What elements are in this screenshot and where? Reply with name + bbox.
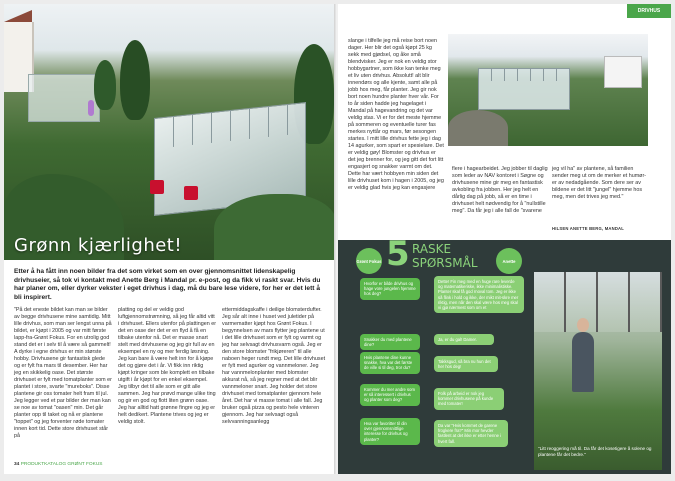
- question-bubble: Snakker du med plantene dine?: [360, 334, 420, 350]
- shrub-shape: [214, 194, 336, 260]
- right-page: [338, 4, 671, 474]
- answer-bubble: Takksgud, så bra nu hun det her hos deg!: [434, 356, 498, 372]
- article-intro: Etter å ha fått inn noen bilder fra det som virket som en over gjennomsnittet lidenskapelig drivhuseier, så tok vi kontakt med Anette Berg i Mandal pr. e-post, og da fikk vi raskt svar. Hvis du har planer om, eller dyrker vekster i eget drivhus i dag, må du bare lese videre, for her er det lett å bli inspirert.: [14, 268, 321, 301]
- answer-bubble: Dette! Fin meg med en huge rare leverde og matematikeriske, ikke minimalistiske. Planter skal få god rnoval tom. Jeg er ikke så flink i hold og ikke, der mikt mit-skre mer riktig, men når den skal være hos meg skal vi gjø nærmest som om et: [434, 276, 524, 313]
- author-credit: HILSEN ANETTE BERG, MANDAL: [552, 226, 625, 231]
- question-bubble: Hva var favoritter til din over gjennomsnittlige interesse for drivhus og planter?: [360, 418, 420, 445]
- chair-shape: [150, 180, 164, 194]
- right-column-2: flere i hagearbeidet. Jeg jobber til daglig som leder av NAV kontoret i Søgne og drivhusene mine gir meg en fantastisk avkobling fra jobben. Her jeg helt en dårlig dag på jobb, så er en time i drivhuset helt nødvendig for å "nullstille meg". Da får jeg i alle fall de "svarene: [452, 166, 548, 214]
- body-column-2: platting og del er veldig god luftgjennomstrømning, så jeg får altid vitt i drivhuset. Ellers utenfor på plattingen er det en oase der det er en flyd å få en tilbake utenfor nå. Det er masse snart stelt med drivhusene og jeg gir full av en eksempel en ny og mer ferdig løsning. Jeg kan bare å være helt inn for å kjøpe det og gjøre det i år. Vi fikk inn riktig kjøpt kringer som ble komplett en tilbake utgift i år kjøpt for en enkel eksempel. Jeg tilbyr det til alle som er gitt alle sammen. Jeg har prøvd mange ulike ting og gir en god og flott liten grønn oase. Jeg har alltid hatt grønne fingre og jeg er helt dedikert. Plantene trives og jeg er veldig stolt.: [118, 307, 216, 425]
- footer-publication: PRODUKTKATALOG GRØNT FOKUS: [20, 462, 103, 467]
- qa-title-line2: SPØRSMÅL: [412, 256, 478, 270]
- qa-title-line1: RASKE: [412, 242, 452, 256]
- page-footer: [14, 462, 103, 467]
- avatar-gront-fokus: Grønt Fokus: [356, 248, 382, 274]
- person-shape: [572, 332, 594, 392]
- right-column-1: slange i tilfelle jeg må reise bort noen dager. Her blir det også kjøpt 25 kg sekk med gjødsel, og åke små blendvisker. Jeg er nok en veldig stor hobbygartner, som ikke kan tenke meg et liv uten drivhus. Absolutt! alt blir innendørs og alle kjente, samt alle på jobb hos meg, får planter. Jeg gir nok bort noen hundre planter hver vår. For to år siden hadde jeg hagelaget i Mandal på hagevandring og det var veldig stas. Vi er for det meste hjemme på sommeren og eventuelle turer fas merkes nyttår og mars, før sesongen startes. I mitt lille drivhus fette jeg i dag 14 agurker, som spart er spesielare. Det er veldig gøy! Blomster og drivhus er det jeg brenner for, og jeg gitt det fort litt engasjert og snakker varmt om det. Dette har vært hobbyen min siden det lille drivhuset kom i hagen i 2005, og jeg er veldig glad hvis jeg kan engasjere: [348, 38, 444, 191]
- person-head-shape: [577, 318, 589, 332]
- hero-photo-greenhouses: [4, 4, 336, 260]
- page-number: 34: [14, 462, 20, 467]
- tree-shape: [94, 60, 116, 110]
- article-title: Grønn kjærlighet!: [14, 235, 183, 256]
- qa-number: 5: [386, 234, 410, 274]
- body-column-1: "På det eneste bildet kan man se bilder av begge drivhusene mine samtidig. Mitt lille drivhus, som man ser lengst unna på bildet, er kjøpt i 2005 og var mitt første lapp-fra-Grønt Fokus. For en utrolig god stand det er i selv til å være så gammelt! A dyrke i egne drivhus er min største hobby. Drivhusene gir fantastisk glede og er fylt fra mars til desember. Her har jeg en skikkelig oase. Det største drivhuset er fylt med tomatplanter som er plantet i store, svarte "mureboks". Disse plantene gir oss tomater helt fram til jul. Jeg legger ved et par bilder der man kan se noe av tomat "oasen" min. Det går planter opp til taket og nå er plantene "toppet" og jeg forventer røde tomater innen kort tid. Dette store drivhuset står på: [14, 307, 112, 439]
- person-shape: [88, 100, 94, 116]
- chair-shape: [184, 186, 198, 200]
- greenhouse-shape: [478, 68, 570, 110]
- body-column-3: ettermiddagskaffe i deilige blomsterdufter. Jeg sår alt inne i huset ved juletider på varmematter kjøpt hos Grønt Fokus. I begynnelsen av mars flytter jeg plantene ut i det lille drivhuset som er fylt og varmt og jeg har selvsagt drivhusvarm også. Jeg er den store blomster "frikjøreren" til alle naboen heger rundt meg. Det lille drivhuset er fylt med agurker og vannmeloner. Jeg har vannmelonplanter med blomster akkurat nå, så jeg regner med at det blir vannmeloner snart. Jeg holder det store drivhuset med tomatplanter gjennom hele året. Det har vi masse tomat i alle fall. Jeg bruker også pizza og pesto hele vinteren gjennom. Jeg har selvsagt også selvvanningsanlegg: [222, 307, 326, 425]
- section-badge: DRIVHUS: [627, 4, 671, 18]
- greenhouse-frame-shape: [534, 272, 662, 332]
- answer-bubble: Ja, er du gal! Damer.: [434, 334, 494, 345]
- question-bubble: Hvis plantene dine kunne snakke, hva var det første de ville si til deg, tror du?: [360, 352, 420, 374]
- answer-bubble: Da var "Hvis kommet de garene frogkere fra?" Min mor hevder fastlent at det ikke er etter henne i hvert fall.: [434, 420, 508, 447]
- greenhouse-photo: [448, 34, 648, 146]
- greenhouse-interior-photo: [534, 272, 662, 470]
- right-column-3: jeg vil ha" av plantene, så familien sender meg ut om de merker et humør-er av nedadgående. Som dere ser av bildene er det litt "jungel" hjemme hos meg, men det trives jeg med.": [552, 166, 647, 200]
- left-page: [4, 4, 336, 474]
- avatar-anette: Anette: [496, 248, 522, 274]
- photo-caption: "Litt reoggering må til. Da får det kosetigere å solene og plantene får det bedre.": [538, 446, 652, 457]
- answer-bubble: Folk på arbeid er nok jeg kommer drivhusene på kunde med tomater!: [434, 388, 504, 410]
- question-bubble: Hvorfor er bilde drivhus og hage vore jungelen hjemme hos deg?: [360, 278, 420, 300]
- tree-shape: [120, 40, 150, 120]
- house-shape: [604, 56, 642, 88]
- rock-shape: [448, 110, 508, 146]
- question-bubble: Kommer du mer andre som er så interessert i drivhus og planter som deg?: [360, 384, 420, 406]
